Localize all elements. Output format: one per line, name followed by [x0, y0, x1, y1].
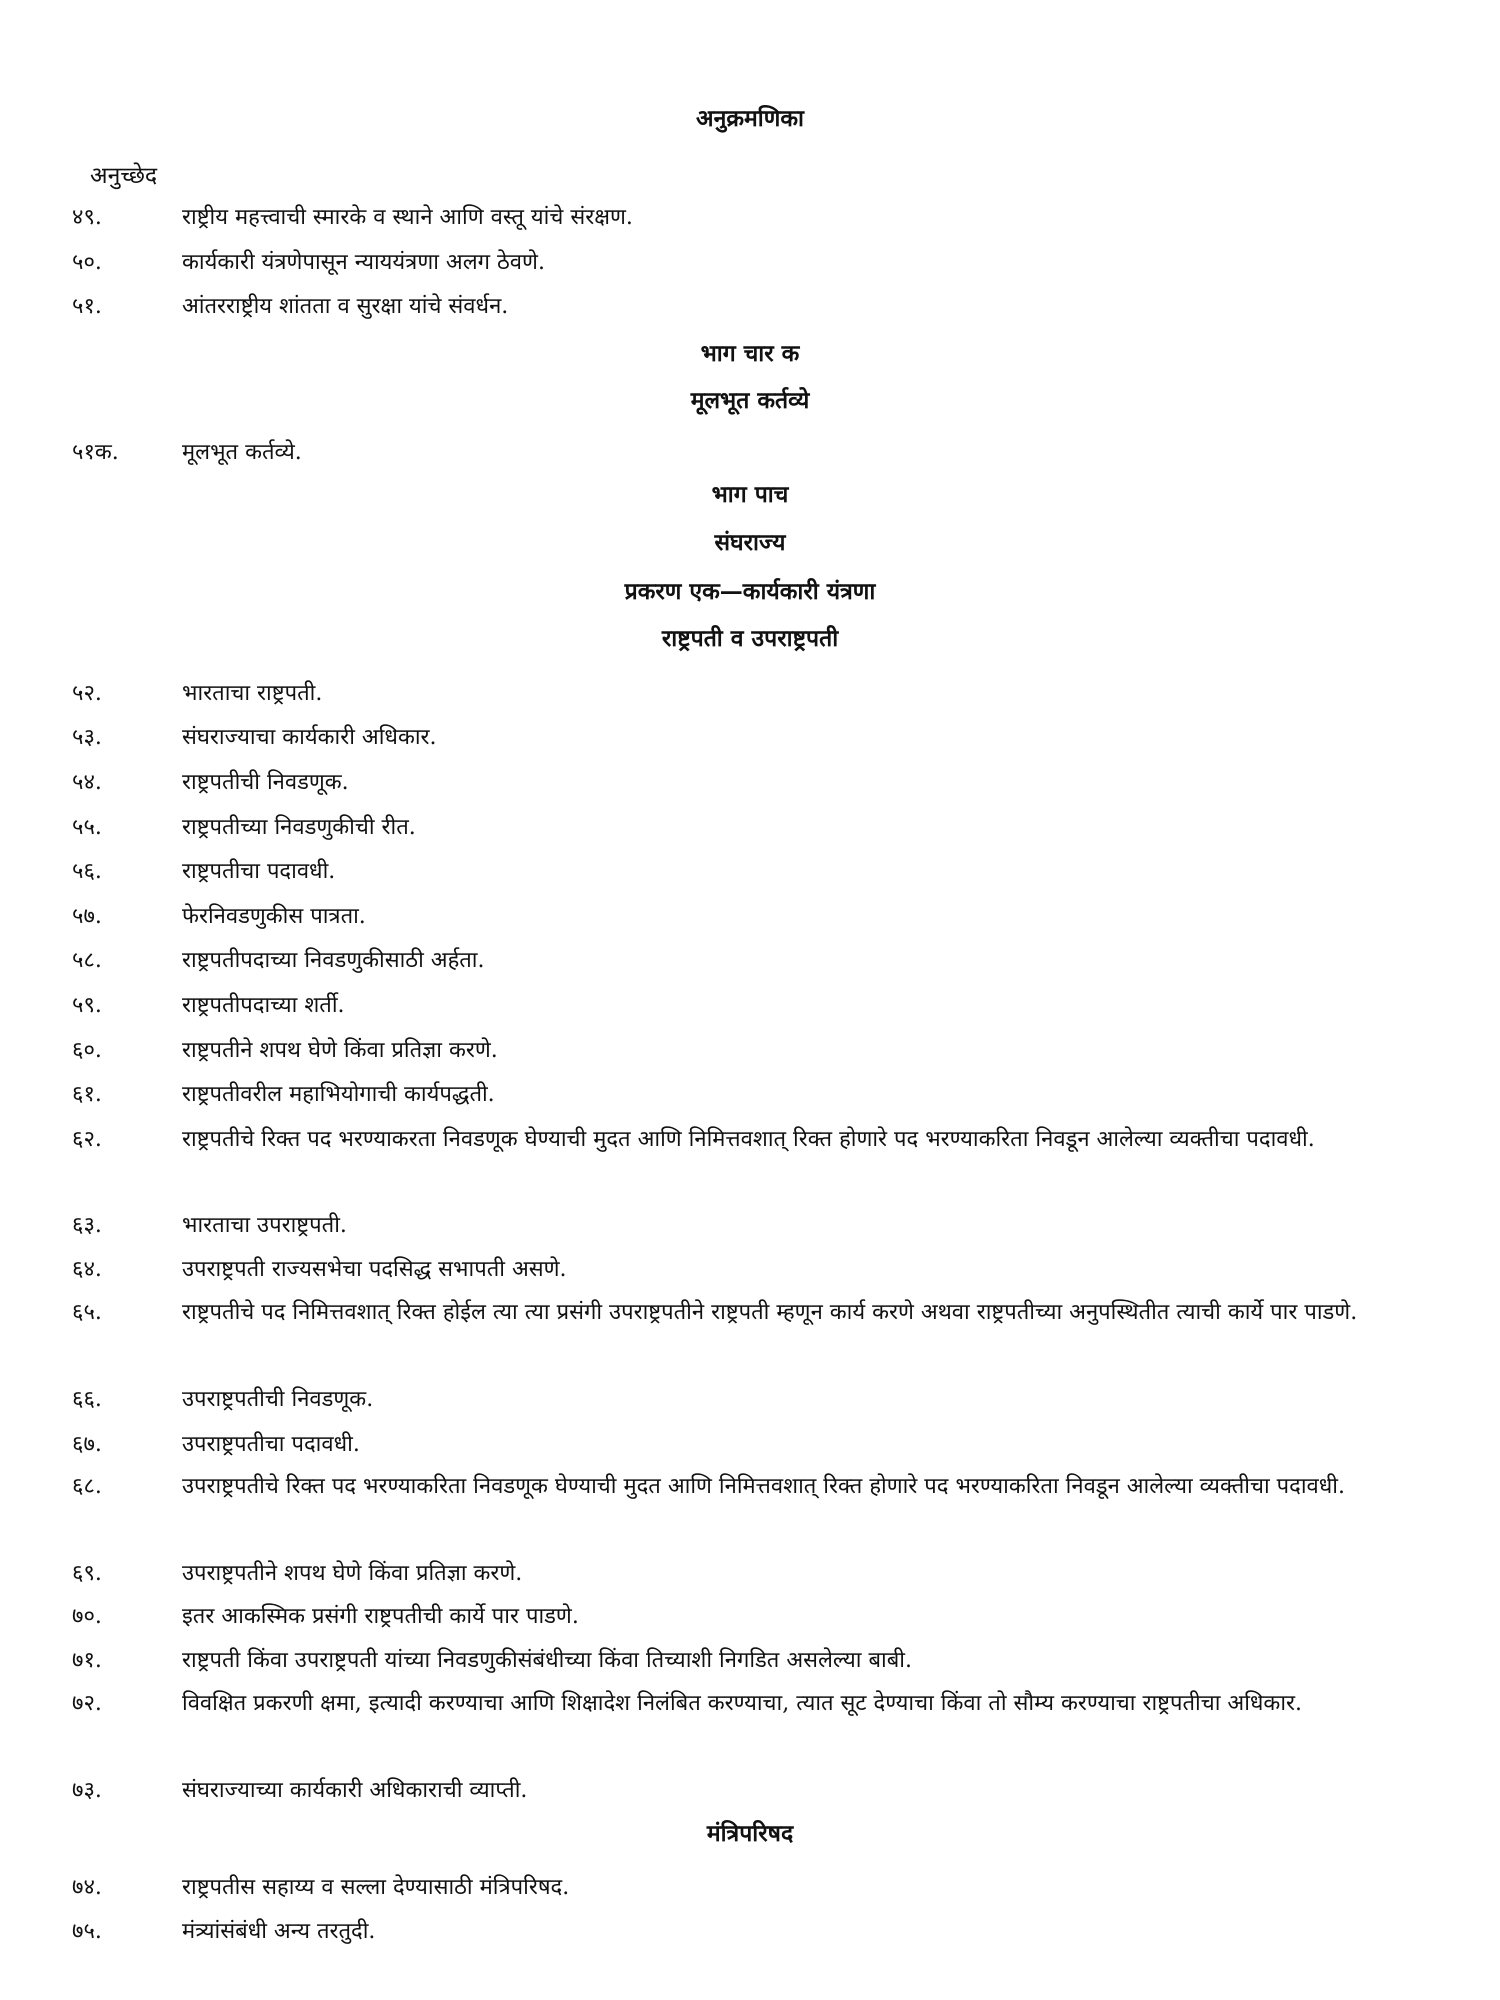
article-title: विवक्षित प्रकरणी क्षमा, इत्यादी करण्याचा आणि शिक्षादेश निलंबित करण्याचा, त्यात सूट देण्याचा किंवा तो सौम्य करण्याचा राष्ट्रपतीचा अधिकार. — [182, 1691, 1303, 1716]
article-number: ५३. — [72, 725, 102, 750]
article-title: संघराज्याचा कार्यकारी अधिकार. — [182, 725, 437, 750]
article-title: राष्ट्रपतीस सहाय्य व सल्ला देण्यासाठी मंत्रिपरिषद. — [182, 1875, 570, 1900]
article-number: ७०. — [72, 1604, 102, 1629]
article-number: ७२. — [72, 1691, 102, 1716]
article-title: राष्ट्रपतीचे रिक्त पद भरण्याकरता निवडणूक घेण्याची मुदत आणि निमित्तवशात् रिक्त होणारे पद भरण्याकरिता निवडून आलेल्या व्यक्तीचा पदावधी. — [182, 1127, 1315, 1152]
article-number: ७५. — [72, 1919, 102, 1944]
article-title: मूलभूत कर्तव्ये. — [182, 440, 302, 465]
article-title: राष्ट्रपतीच्या निवडणुकीची रीत. — [182, 815, 416, 840]
article-number: ७३. — [72, 1778, 102, 1803]
article-number: ६२. — [72, 1127, 102, 1152]
article-title: इतर आकस्मिक प्रसंगी राष्ट्रपतीची कार्ये पार पाडणे. — [182, 1604, 579, 1629]
article-title: फेरनिवडणुकीस पात्रता. — [182, 904, 366, 929]
article-title: उपराष्ट्रपतीची निवडणूक. — [182, 1387, 374, 1412]
article-title: कार्यकारी यंत्रणेपासून न्याययंत्रणा अलग ठेवणे. — [182, 250, 545, 275]
part-heading: भाग पाच — [711, 481, 789, 508]
article-title: उपराष्ट्रपती राज्यसभेचा पदसिद्ध सभापती असणे. — [182, 1257, 567, 1282]
article-title: उपराष्ट्रपतीचे रिक्त पद भरण्याकरिता निवडणूक घेण्याची मुदत आणि निमित्तवशात् रिक्त होणारे पद भरण्याकरिता निवडून आलेल्या व्यक्तीचा पदावधी. — [182, 1474, 1345, 1499]
article-title: राष्ट्रपतीपदाच्या शर्ती. — [182, 993, 345, 1018]
article-number: ६४. — [72, 1257, 102, 1282]
part-subheading: मूलभूत कर्तव्ये — [690, 387, 810, 414]
chapter-heading: प्रकरण एक—कार्यकारी यंत्रणा — [624, 578, 876, 605]
article-number: ५२. — [72, 681, 102, 706]
article-number: ५१. — [72, 294, 102, 319]
article-number: ५५. — [72, 815, 102, 840]
article-number: ६५. — [72, 1300, 102, 1325]
article-number: ५१क. — [72, 440, 119, 465]
article-number: ६०. — [72, 1038, 102, 1063]
article-title: राष्ट्रपतीपदाच्या निवडणुकीसाठी अर्हता. — [182, 948, 485, 973]
article-title: संघराज्याच्या कार्यकारी अधिकाराची व्याप्ती. — [182, 1778, 528, 1803]
article-number: ७१. — [72, 1648, 102, 1673]
article-number: ६७. — [72, 1432, 102, 1457]
article-title: राष्ट्रपती किंवा उपराष्ट्रपती यांच्या निवडणुकीसंबंधीच्या किंवा तिच्याशी निगडित असलेल्या बाबी. — [182, 1648, 912, 1673]
page-title: अनुक्रमणिका — [696, 105, 804, 132]
article-title: राष्ट्रपतीचे पद निमित्तवशात् रिक्त होईल त्या त्या प्रसंगी उपराष्ट्रपतीने राष्ट्रपती म्हणून कार्य करणे अथवा राष्ट्रपतीच्या अनुपस्थितीत त्याची कार्ये पार पाडणे. — [182, 1300, 1358, 1325]
article-number: ५६. — [72, 859, 102, 884]
article-number: ६६. — [72, 1387, 102, 1412]
article-title: उपराष्ट्रपतीचा पदावधी. — [182, 1432, 360, 1457]
article-number: ६३. — [72, 1213, 102, 1238]
article-number: ६९. — [72, 1561, 102, 1586]
part-subheading: संघराज्य — [714, 529, 786, 556]
article-title: राष्ट्रपतीवरील महाभियोगाची कार्यपद्धती. — [182, 1082, 495, 1107]
article-number: ७४. — [72, 1875, 102, 1900]
article-title: मंत्र्यांसंबंधी अन्य तरतुदी. — [182, 1919, 376, 1944]
article-number: ५७. — [72, 904, 102, 929]
article-number: ४९. — [72, 205, 102, 230]
article-number: ५४. — [72, 770, 102, 795]
article-number: ५८. — [72, 948, 102, 973]
article-number: ५०. — [72, 250, 102, 275]
article-number: ६१. — [72, 1082, 102, 1107]
article-number: ६८. — [72, 1474, 102, 1499]
article-title: उपराष्ट्रपतीने शपथ घेणे किंवा प्रतिज्ञा करणे. — [182, 1561, 523, 1586]
article-title: राष्ट्रीय महत्त्वाची स्मारके व स्थाने आणि वस्तू यांचे संरक्षण. — [182, 205, 633, 230]
section-heading: मंत्रिपरिषद — [706, 1820, 794, 1847]
article-title: राष्ट्रपतीचा पदावधी. — [182, 859, 336, 884]
article-title: भारताचा उपराष्ट्रपती. — [182, 1213, 347, 1238]
part-heading: भाग चार क — [700, 340, 800, 367]
section-heading: राष्ट्रपती व उपराष्ट्रपती — [661, 625, 839, 652]
article-title: राष्ट्रपतीची निवडणूक. — [182, 770, 349, 795]
column-label: अनुच्छेद — [90, 163, 158, 189]
article-title: राष्ट्रपतीने शपथ घेणे किंवा प्रतिज्ञा करणे. — [182, 1038, 498, 1063]
article-title: भारताचा राष्ट्रपती. — [182, 681, 323, 706]
article-title: आंतरराष्ट्रीय शांतता व सुरक्षा यांचे संवर्धन. — [182, 294, 509, 319]
article-number: ५९. — [72, 993, 102, 1018]
